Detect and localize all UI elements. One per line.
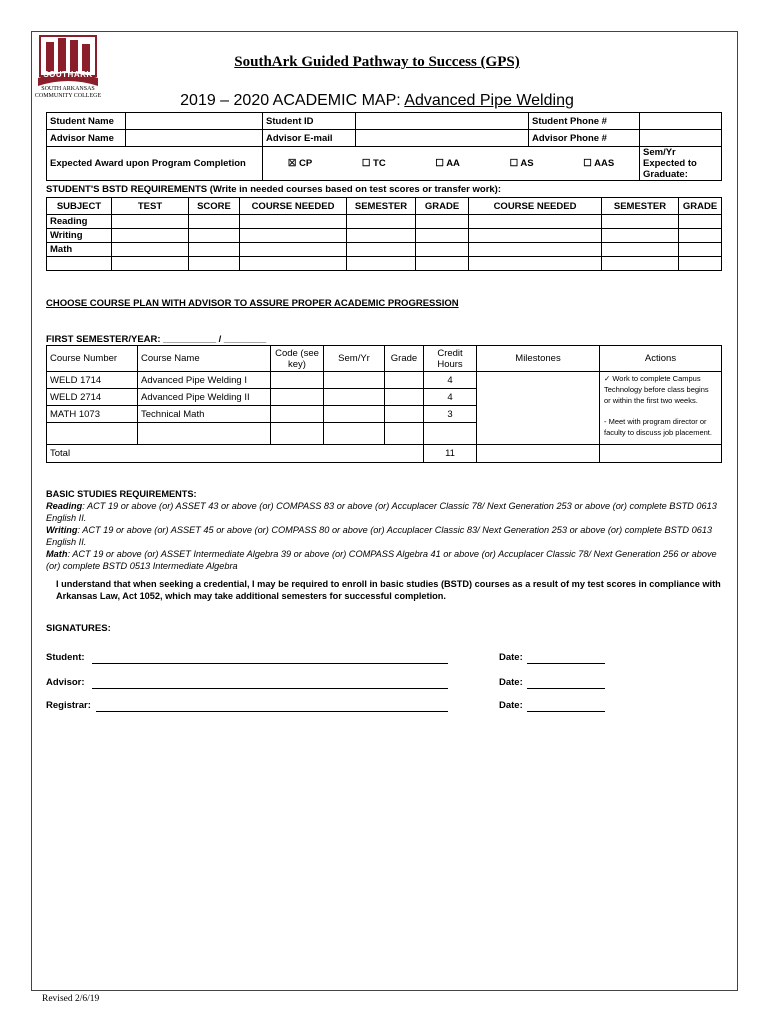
award-label: AAS bbox=[594, 158, 615, 169]
bstd-cell[interactable] bbox=[347, 215, 416, 229]
milestones-total-cell bbox=[477, 445, 600, 463]
registrar-date-label: Date: bbox=[499, 700, 523, 711]
student-info-table bbox=[46, 112, 722, 181]
sem-yr-cell[interactable] bbox=[324, 423, 385, 445]
code-cell[interactable] bbox=[271, 389, 324, 406]
bstd-notice: I understand that when seeking a credential, I may be required to enroll in basic studies (BSTD) courses as a result of my test scores in compliance with Arkansas Law, Act 1052, which may take additional semesters for successful completion. bbox=[56, 579, 721, 601]
course-name: Technical Math bbox=[138, 406, 271, 423]
math-requirement bbox=[46, 548, 722, 572]
document-page bbox=[31, 31, 738, 1004]
award-option-as[interactable] bbox=[510, 158, 534, 169]
program-name: Advanced Pipe Welding bbox=[404, 92, 574, 109]
bstd-subject: Reading bbox=[47, 215, 112, 229]
registrar-date-line[interactable] bbox=[527, 711, 605, 712]
bstd-cell[interactable] bbox=[112, 229, 189, 243]
bstd-cell[interactable] bbox=[240, 257, 347, 271]
bstd-cell[interactable] bbox=[112, 243, 189, 257]
action-job-placement: - Meet with program director or faculty to discuss job placement. bbox=[604, 417, 712, 437]
logo-wordmark: SOUTHARK bbox=[43, 70, 93, 79]
student-id-field[interactable] bbox=[356, 113, 529, 130]
advisor-phone-label: Advisor Phone # bbox=[529, 130, 640, 147]
basic-studies-heading: BASIC STUDIES REQUIREMENTS: bbox=[46, 489, 197, 499]
checkbox-checked-icon: ☒ bbox=[287, 158, 297, 169]
bstd-col-subject: SUBJECT bbox=[47, 198, 112, 215]
credit-hours[interactable] bbox=[424, 423, 477, 445]
math-label: Math bbox=[46, 549, 68, 559]
advisor-signature-label: Advisor: bbox=[46, 677, 85, 688]
course-plan-table bbox=[46, 345, 722, 463]
advisor-name-label: Advisor Name bbox=[47, 130, 126, 147]
bstd-row-blank bbox=[47, 257, 722, 271]
bstd-row-math bbox=[47, 243, 722, 257]
award-option-cp[interactable] bbox=[288, 158, 312, 169]
col-grade: Grade bbox=[385, 346, 424, 372]
bstd-cell[interactable] bbox=[240, 243, 347, 257]
bstd-subject: Writing bbox=[47, 229, 112, 243]
bstd-cell[interactable] bbox=[679, 215, 722, 229]
col-course-name: Course Name bbox=[138, 346, 271, 372]
writing-requirement bbox=[46, 524, 722, 548]
award-label: AA bbox=[446, 158, 460, 169]
course-number: MATH 1073 bbox=[47, 406, 138, 423]
advisor-signature-line[interactable] bbox=[92, 688, 448, 689]
total-credit-hours: 11 bbox=[424, 445, 477, 463]
bstd-col-test: TEST bbox=[112, 198, 189, 215]
logo-subtitle-2: COMMUNITY COLLEGE bbox=[34, 93, 102, 99]
bstd-subject bbox=[47, 257, 112, 271]
col-milestones: Milestones bbox=[477, 346, 600, 372]
advisor-email-label: Advisor E-mail bbox=[263, 130, 356, 147]
bstd-cell[interactable] bbox=[112, 215, 189, 229]
course-name[interactable] bbox=[138, 423, 271, 445]
bstd-cell[interactable] bbox=[240, 215, 347, 229]
bstd-subject: Math bbox=[47, 243, 112, 257]
course-name: Advanced Pipe Welding II bbox=[138, 389, 271, 406]
milestones-cell[interactable] bbox=[477, 372, 600, 445]
actions-cell bbox=[600, 372, 722, 445]
bstd-cell[interactable] bbox=[347, 229, 416, 243]
student-signature-label: Student: bbox=[46, 652, 85, 663]
bstd-cell[interactable] bbox=[416, 215, 469, 229]
student-name-field[interactable] bbox=[126, 113, 263, 130]
student-date-label: Date: bbox=[499, 652, 523, 663]
bstd-cell[interactable] bbox=[469, 257, 602, 271]
award-label: AS bbox=[520, 158, 534, 169]
academic-map-year: 2019 – 2020 ACADEMIC MAP: bbox=[180, 92, 405, 109]
award-label: TC bbox=[373, 158, 386, 169]
bstd-row-reading bbox=[47, 215, 722, 229]
course-name: Advanced Pipe Welding I bbox=[138, 372, 271, 389]
student-id-label: Student ID bbox=[263, 113, 356, 130]
credit-hours: 3 bbox=[424, 406, 477, 423]
logo-subtitle-1: SOUTH ARKANSAS bbox=[41, 86, 95, 92]
student-date-line[interactable] bbox=[527, 663, 605, 664]
table-row bbox=[47, 372, 722, 389]
bstd-cell[interactable] bbox=[602, 215, 679, 229]
checkbox-icon: ☐ bbox=[509, 158, 519, 169]
bstd-cell[interactable] bbox=[189, 229, 240, 243]
writing-label: Writing bbox=[46, 525, 78, 535]
bstd-cell[interactable] bbox=[679, 229, 722, 243]
bstd-cell[interactable] bbox=[602, 257, 679, 271]
basic-studies-section bbox=[46, 488, 722, 602]
bstd-col-course-needed: COURSE NEEDED bbox=[240, 198, 347, 215]
grade-cell[interactable] bbox=[385, 389, 424, 406]
grade-cell[interactable] bbox=[385, 372, 424, 389]
actions-total-cell bbox=[600, 445, 722, 463]
document-title: SouthArk Guided Pathway to Success (GPS) bbox=[234, 54, 520, 70]
bstd-cell[interactable] bbox=[240, 229, 347, 243]
reading-requirement bbox=[46, 500, 722, 524]
sem-yr-cell[interactable] bbox=[324, 389, 385, 406]
reading-label: Reading bbox=[46, 501, 83, 511]
col-course-number: Course Number bbox=[47, 346, 138, 372]
bstd-cell[interactable] bbox=[469, 229, 602, 243]
code-cell[interactable] bbox=[271, 372, 324, 389]
bstd-cell[interactable] bbox=[189, 257, 240, 271]
bstd-cell[interactable] bbox=[469, 243, 602, 257]
col-code: Code (see key) bbox=[271, 346, 324, 372]
bstd-cell[interactable] bbox=[679, 257, 722, 271]
total-label: Total bbox=[47, 445, 424, 463]
bstd-col-semester: SEMESTER bbox=[347, 198, 416, 215]
bstd-cell[interactable] bbox=[602, 229, 679, 243]
checkbox-icon: ☐ bbox=[361, 158, 371, 169]
student-phone-field[interactable] bbox=[640, 113, 722, 130]
bstd-cell[interactable] bbox=[189, 215, 240, 229]
first-semester-label: FIRST SEMESTER/YEAR: __________ / ________ bbox=[46, 334, 267, 345]
reading-text: : ACT 19 or above (or) ASSET 43 or above (or) COMPASS 83 or above (or) Accuplacer Classic 78/ Next Generation 253 or above (or) complete BSTD 0613 English II. bbox=[46, 501, 717, 523]
grade-cell[interactable] bbox=[385, 423, 424, 445]
registrar-signature-label: Registrar: bbox=[46, 700, 91, 711]
award-label: CP bbox=[299, 158, 313, 169]
code-cell[interactable] bbox=[271, 423, 324, 445]
bstd-cell[interactable] bbox=[416, 257, 469, 271]
advisor-email-field[interactable] bbox=[356, 130, 529, 147]
action-campus-technology: ✓ Work to complete Campus Technology before class begins or within the first two weeks. bbox=[604, 374, 709, 405]
academic-map-title bbox=[32, 92, 722, 110]
course-number: WELD 2714 bbox=[47, 389, 138, 406]
checkbox-icon: ☐ bbox=[583, 158, 592, 169]
col-sem-yr: Sem/Yr bbox=[324, 346, 385, 372]
award-option-aa[interactable] bbox=[435, 158, 460, 169]
registrar-signature-line[interactable] bbox=[96, 711, 448, 712]
sem-yr-cell[interactable] bbox=[324, 406, 385, 423]
bstd-row-writing bbox=[47, 229, 722, 243]
bstd-col-score: SCORE bbox=[189, 198, 240, 215]
course-number: WELD 1714 bbox=[47, 372, 138, 389]
bstd-cell[interactable] bbox=[347, 243, 416, 257]
student-name-label: Student Name bbox=[47, 113, 126, 130]
bstd-cell[interactable] bbox=[416, 229, 469, 243]
bstd-col-course-needed-2: COURSE NEEDED bbox=[469, 198, 602, 215]
col-credit-hours: Credit Hours bbox=[424, 346, 477, 372]
bstd-cell[interactable] bbox=[469, 215, 602, 229]
writing-text: : ACT 19 or above (or) ASSET 45 or above (or) COMPASS 80 or above (or) Accuplacer Classic 83/ Next Generation 253 or above (or) complete BSTD 0613 English II. bbox=[46, 525, 713, 547]
advisor-name-field[interactable] bbox=[126, 130, 263, 147]
code-cell[interactable] bbox=[271, 406, 324, 423]
credit-hours: 4 bbox=[424, 372, 477, 389]
advisor-phone-field[interactable] bbox=[640, 130, 722, 147]
checkbox-icon: ☐ bbox=[435, 158, 444, 169]
grade-cell[interactable] bbox=[385, 406, 424, 423]
signatures-heading: SIGNATURES: bbox=[46, 623, 111, 634]
course-number[interactable] bbox=[47, 423, 138, 445]
award-option-tc[interactable] bbox=[362, 158, 386, 169]
bstd-table bbox=[46, 197, 722, 271]
course-plan-heading: CHOOSE COURSE PLAN WITH ADVISOR TO ASSURE PROPER ACADEMIC PROGRESSION bbox=[46, 298, 459, 309]
total-row bbox=[47, 445, 722, 463]
bstd-cell[interactable] bbox=[347, 257, 416, 271]
advisor-date-label: Date: bbox=[499, 677, 523, 688]
bstd-col-semester-2: SEMESTER bbox=[602, 198, 679, 215]
student-phone-label: Student Phone # bbox=[529, 113, 640, 130]
bstd-col-grade-2: GRADE bbox=[679, 198, 722, 215]
bstd-heading: STUDENT'S BSTD REQUIREMENTS (Write in needed courses based on test scores or transfer work): bbox=[46, 184, 502, 195]
math-text: : ACT 19 or above (or) ASSET Intermediate Algebra 39 or above (or) COMPASS Algebra 41 or above (or) Accuplacer Classic 78/ Next Generation 256 or above (or) complete BSTD 0513 Intermediate Algebra bbox=[46, 549, 717, 571]
bstd-col-grade: GRADE bbox=[416, 198, 469, 215]
expected-award-label: Expected Award upon Program Completion bbox=[47, 147, 263, 181]
credit-hours: 4 bbox=[424, 389, 477, 406]
student-signature-line[interactable] bbox=[92, 663, 448, 664]
bstd-cell[interactable] bbox=[112, 257, 189, 271]
bstd-cell[interactable] bbox=[189, 243, 240, 257]
sem-yr-graduate-label: Sem/Yr Expected to Graduate: bbox=[640, 147, 722, 181]
advisor-date-line[interactable] bbox=[527, 688, 605, 689]
col-actions: Actions bbox=[600, 346, 722, 372]
bstd-cell[interactable] bbox=[416, 243, 469, 257]
bstd-cell[interactable] bbox=[679, 243, 722, 257]
bstd-cell[interactable] bbox=[602, 243, 679, 257]
sem-yr-cell[interactable] bbox=[324, 372, 385, 389]
award-options bbox=[263, 147, 640, 181]
revision-date: Revised 2/6/19 bbox=[42, 994, 100, 1004]
award-option-aas[interactable] bbox=[583, 158, 614, 169]
